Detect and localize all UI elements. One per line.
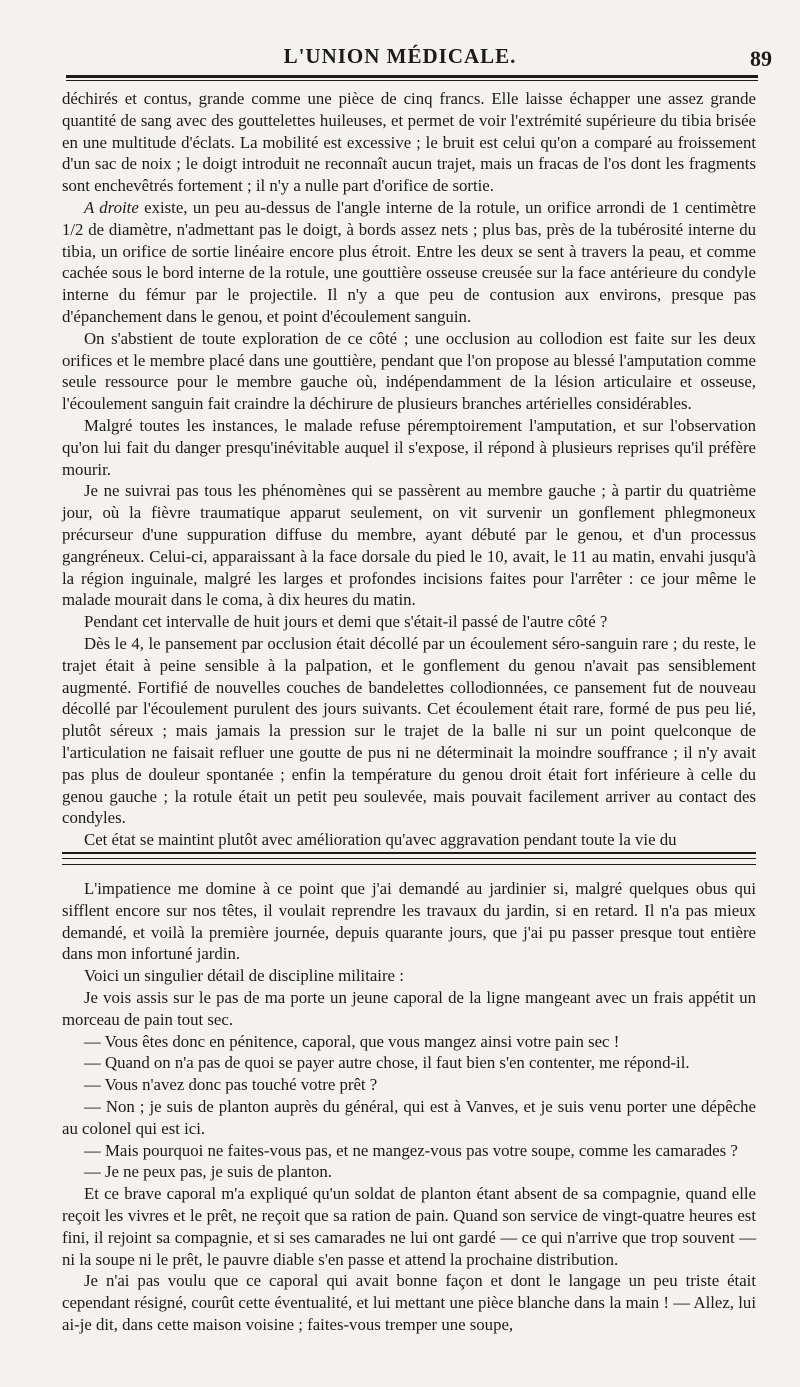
running-title: L'UNION MÉDICALE. [283,44,517,68]
header-rule-thin [66,80,758,81]
header-rule [66,75,758,78]
feuilleton-dialogue: — Vous êtes donc en pénitence, caporal, que vous mangez ainsi votre pain sec ! [84,1031,620,1051]
feuilleton-dialogue: — Je ne peux pas, je suis de planton. [84,1162,332,1182]
feuilleton [62,878,756,1336]
article-paragraph: déchirés et contus, grande comme une pièce de cinq francs. Elle laisse échapper une assez grande quantité de sang avec des gouttelettes huileuses, et permet de voir l'extrémité supérieure du tibia brisée en une multitude d'éclats. La mobilité est excessive ; le bruit est celui qu'on a comparé au froissement d'un sac de noix ; le doigt introduit ne reconnaît aucun trajet, mais un fracas de l'os dont les fragments sont enchevêtrés fortement ; il n'y a nulle part d'orifice de sortie. [62,89,756,196]
article-paragraph: A droite existe, un peu au-dessus de l'angle interne de la rotule, un orifice arrondi de 1 centimètre 1/2 de diamètre, n'admettant pas le doigt, à bords assez nets ; plus bas, près de la tubérosité interne du tibia, un orifice de sortie linéaire encore plus étroit. Entre les deux se sent à travers la peau, et comme cachée sous le bord interne de la rotule, une gouttière osseuse creusée sur la face antérieure du condyle interne du fémur par le projectile. Il n'y a que peu de contusion aux environs, presque pas d'épanchement dans le genou, et point d'écoulement sanguin. [62,197,756,326]
feuilleton-dialogue: — Vous n'avez donc pas touché votre prêt ? [84,1075,378,1095]
feuilleton-paragraph: Voici un singulier détail de discipline militaire : [84,966,404,986]
feuilleton-paragraph: L'impatience me domine à ce point que j'ai demandé au jardinier si, malgré quelques obus qui sifflent encore sur nos têtes, il voulait reprendre les travaux du jardin, si en retard. Il n'a pas mieux demandé, et voilà la première journée, depuis quarante jours, que j'ai pu passer presque tout entière dans mon infortuné jardin. [62,879,756,964]
feuilleton-dialogue: — Mais pourquoi ne faites-vous pas, et ne mangez-vous pas votre soupe, comme les camarades ? [84,1140,738,1160]
paragraph-lead: A droite [84,197,139,217]
article-paragraph: Dès le 4, le pansement par occlusion était décollé par un écoulement séro-sanguin rare ; du reste, le trajet était à peine sensible à la palpation, et le gonflement du genou n'avait pas sensiblement augmenté. Fortifié de nouvelles couches de bandelettes collodionnées, ce pansement fut de nouveau décollé par l'écoulement purulent des jours suivants. Cet écoulement était rare, formé de pus peu lié, plutôt séreux ; mais jamais la pression sur le trajet de la balle ni sur un point quelconque de l'articulation ne faisait refluer une goutte de pus ni ne déterminait la moindre souffrance ; il n'y avait pas plus de douleur spontanée ; enfin la température du genou droit était fort inférieure à celle du genou gauche ; la rotule était un petit peu soulevée, mais pouvait facilement arriver au contact des condyles. [62,633,756,828]
feuilleton-dialogue: — Non ; je suis de planton auprès du général, qui est à Vanves, et je suis venu porter une dépêche au colonel qui est ici. [62,1096,756,1138]
feuilleton-dialogue: — Quand on n'a pas de quoi se payer autre chose, il faut bien s'en contenter, me répond-il. [84,1053,690,1073]
article-paragraph: On s'abstient de toute exploration de ce côté ; une occlusion au collodion est faite sur les deux orifices et le membre placé dans une gouttière, pendant que l'on propose au blessé l'amputation comme seule ressource pour le membre gauche où, indépendamment de la lésion articulaire et osseuse, l'écoulement sanguin fait craindre la déchirure de plusieurs branches artérielles considérables. [62,328,756,414]
article-paragraph: Pendant cet intervalle de huit jours et demi que s'était-il passé de l'autre côté ? [84,612,608,632]
page-number: 89 [750,46,772,71]
feuilleton-paragraph: Je vois assis sur le pas de ma porte un jeune caporal de la ligne mangeant avec un frais appétit un morceau de pain tout sec. [62,987,756,1029]
page-header [0,40,800,80]
article-paragraph: Cet état se maintint plutôt avec amélioration qu'avec aggravation pendant toute la vie du [84,830,677,850]
article-paragraph: Je ne suivrai pas tous les phénomènes qui se passèrent au membre gauche ; à partir du quatrième jour, où la fièvre traumatique apparut seulement, on vit survenir un gonflement phlegmoneux précurseur d'une suppuration diffuse du membre, ayant débuté par le genou, et d'un processus gangréneux. Celui-ci, apparaissant à la face dorsale du pied le 10, avait, le 11 au matin, envahi jusqu'à la région inguinale, malgré les larges et profondes incisions faites pour l'arrêter : ce jour même le malade mourait dans le coma, à dix heures du matin. [62,481,756,610]
feuilleton-paragraph: Et ce brave caporal m'a expliqué qu'un soldat de planton étant absent de sa compagnie, quand elle reçoit les vivres et le prêt, ne reçoit que sa ration de pain. Quand son service de vingt-quatre heures est fini, il rejoint sa compagnie, et si ses camarades ne lui ont gardé — ce qui n'arrive que trop souvent — ni la soupe ni le prêt, le pauvre diable s'en passe et attend la prochaine distribution. [62,1184,756,1269]
main-article [62,88,756,851]
article-paragraph: Malgré toutes les instances, le malade refuse péremptoirement l'amputation, et sur l'observation qu'on lui fait du danger presqu'inévitable auquel il s'expose, il répond à plusieurs reprises qu'il préfère mourir. [62,415,756,479]
feuilleton-paragraph: Je n'ai pas voulu que ce caporal qui avait bonne façon et dont le langage un peu triste était cependant résigné, courût cette éventualité, et lui mettant une pièce blanche dans la main ! — Allez, lui ai-je dit, dans cette maison voisine ; faites-vous tremper une soupe, [62,1271,756,1334]
feuilleton-separator [62,852,756,865]
